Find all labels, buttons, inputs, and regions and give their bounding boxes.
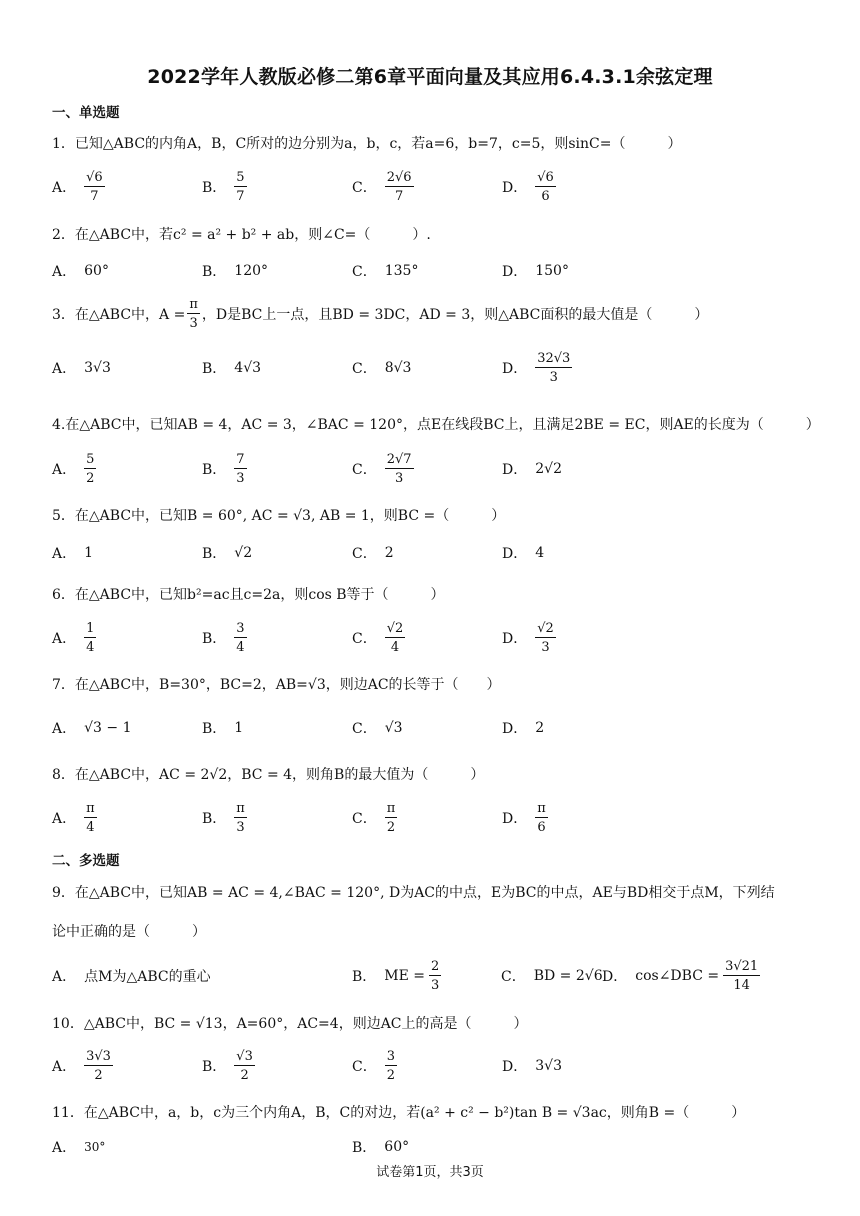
question-7-options xyxy=(52,705,832,751)
question-1-stem: 1．已知△ABC的内角A，B，C所对的边分别为a，b，c，若a=6，b=7，c=5，则sinC=（ ） xyxy=(52,136,682,152)
option-d[interactable]: D． $\frac{32√3}{3}$ xyxy=(502,351,571,385)
question-1-options xyxy=(52,164,832,210)
option-b[interactable]: B． 1 xyxy=(202,720,244,737)
option-a[interactable]: A． $\frac{√6}{7}$ xyxy=(52,170,103,204)
option-d[interactable]: D． 4 xyxy=(502,545,545,562)
option-d[interactable]: D． 3√3 xyxy=(502,1058,562,1075)
option-a[interactable]: A． $\frac{\pi}{4}$ xyxy=(52,801,95,835)
option-c[interactable]: C． 8√3 xyxy=(352,360,412,377)
option-a[interactable]: A． 1 xyxy=(52,545,94,562)
option-c[interactable]: C． BD = 2√6 xyxy=(501,968,603,985)
option-a[interactable]: A． 3√3 xyxy=(52,360,111,377)
option-a[interactable]: A． $\frac{5}{2}$ xyxy=(52,452,95,486)
option-c[interactable]: C． $\frac{√2}{4}$ xyxy=(352,621,404,655)
option-a[interactable]: A． 60° xyxy=(52,263,109,280)
option-d[interactable]: D． $\frac{√6}{6}$ xyxy=(502,170,554,204)
option-a[interactable]: A． $\frac{1}{4}$ xyxy=(52,621,95,655)
question-9-stem-line1: 9．在△ABC中，已知AB = AC = 4,∠BAC = 120°, D为AC的中点，E为BC的中点，AE与BD相交于点M，下列结 xyxy=(52,885,775,901)
option-a[interactable]: A． 30° xyxy=(52,1140,106,1156)
option-c[interactable]: C． $\frac{3}{2}$ xyxy=(352,1049,395,1083)
option-c[interactable]: C． 2 xyxy=(352,545,394,562)
question-3-stem: 3．在△ABC中，A = $\frac{\pi}{3}$ ，D是BC上一点，且BD = 3DC，AD = 3，则△ABC面积的最大值是（ ） xyxy=(52,297,709,331)
option-b[interactable]: B． $\frac{\pi}{3}$ xyxy=(202,801,245,835)
question-3-options xyxy=(52,345,832,391)
option-a[interactable]: A． 点M为△ABC的重心 xyxy=(52,969,211,985)
question-7-stem: 7．在△ABC中，B=30°，BC=2，AB=√3，则边AC的长等于（ ） xyxy=(52,677,501,693)
option-b[interactable]: B． 4√3 xyxy=(202,360,262,377)
option-b[interactable]: B． √2 xyxy=(202,545,253,562)
option-c[interactable]: C． 135° xyxy=(352,263,419,280)
option-a[interactable]: A． √3 − 1 xyxy=(52,720,132,737)
section-heading-single: 一、单选题 xyxy=(52,105,120,121)
option-c[interactable]: C． $\frac{2√7}{3}$ xyxy=(352,452,412,486)
question-5-options xyxy=(52,530,832,576)
option-d[interactable]: D． cos∠DBC = $\frac{3√21}{14}$ xyxy=(602,959,759,993)
option-b[interactable]: B． $\frac{5}{7}$ xyxy=(202,170,245,204)
question-4-stem: 4.在△ABC中，已知AB = 4，AC = 3，∠BAC = 120°，点E在线段BC上，且满足2BE = EC，则AE的长度为（ ） xyxy=(52,417,820,433)
option-b[interactable]: B． ME = $\frac{2}{3}$ xyxy=(352,959,440,993)
option-d[interactable]: D． 2√2 xyxy=(502,461,562,478)
question-2-stem: 2．在△ABC中，若c² = a² + b² + ab，则∠C=（ ）. xyxy=(52,227,431,243)
question-10-stem: 10．△ABC中，BC = √13，A=60°，AC=4，则边AC上的高是（ ） xyxy=(52,1016,528,1032)
question-6-options xyxy=(52,615,832,661)
option-d[interactable]: D． 2 xyxy=(502,720,545,737)
page-title: 2022学年人教版必修二第6章平面向量及其应用6.4.3.1余弦定理 xyxy=(147,66,713,88)
question-5-stem: 5．在△ABC中，已知B = 60°, AC = √3, AB = 1，则BC =（ ） xyxy=(52,508,506,524)
section-heading-multi: 二、多选题 xyxy=(52,853,120,869)
question-6-stem: 6．在△ABC中，已知b²=ac且c=2a，则cos B等于（ ） xyxy=(52,587,445,603)
option-c[interactable]: C． √3 xyxy=(352,720,403,737)
option-b[interactable]: B． $\frac{7}{3}$ xyxy=(202,452,245,486)
option-d[interactable]: D． $\frac{√2}{3}$ xyxy=(502,621,554,655)
option-c[interactable]: C． $\frac{\pi}{2}$ xyxy=(352,801,396,835)
option-b[interactable]: B． 60° xyxy=(352,1139,410,1156)
option-b[interactable]: B． 120° xyxy=(202,263,269,280)
question-8-stem: 8．在△ABC中，AC = 2√2，BC = 4，则角B的最大值为（ ） xyxy=(52,767,485,783)
option-a[interactable]: A． $\frac{3√3}{2}$ xyxy=(52,1049,111,1083)
option-b[interactable]: B． $\frac{3}{4}$ xyxy=(202,621,245,655)
option-d[interactable]: D． 150° xyxy=(502,263,569,280)
question-4-options xyxy=(52,446,832,492)
option-d[interactable]: D． $\frac{\pi}{6}$ xyxy=(502,801,546,835)
page-footer: 试卷第1页，共3页 xyxy=(376,1165,484,1180)
option-c[interactable]: C． $\frac{2√6}{7}$ xyxy=(352,170,412,204)
question-9-options xyxy=(52,953,832,999)
question-10-options xyxy=(52,1043,832,1089)
option-b[interactable]: B． $\frac{√3}{2}$ xyxy=(202,1049,253,1083)
question-11-stem: 11．在△ABC中，a，b，c为三个内角A，B，C的对边，若(a² + c² − b²)tan B = √3ac，则角B =（ ） xyxy=(52,1105,746,1121)
question-2-options xyxy=(52,248,832,294)
question-8-options xyxy=(52,795,832,841)
question-9-stem-line2: 论中正确的是（ ） xyxy=(52,924,206,940)
